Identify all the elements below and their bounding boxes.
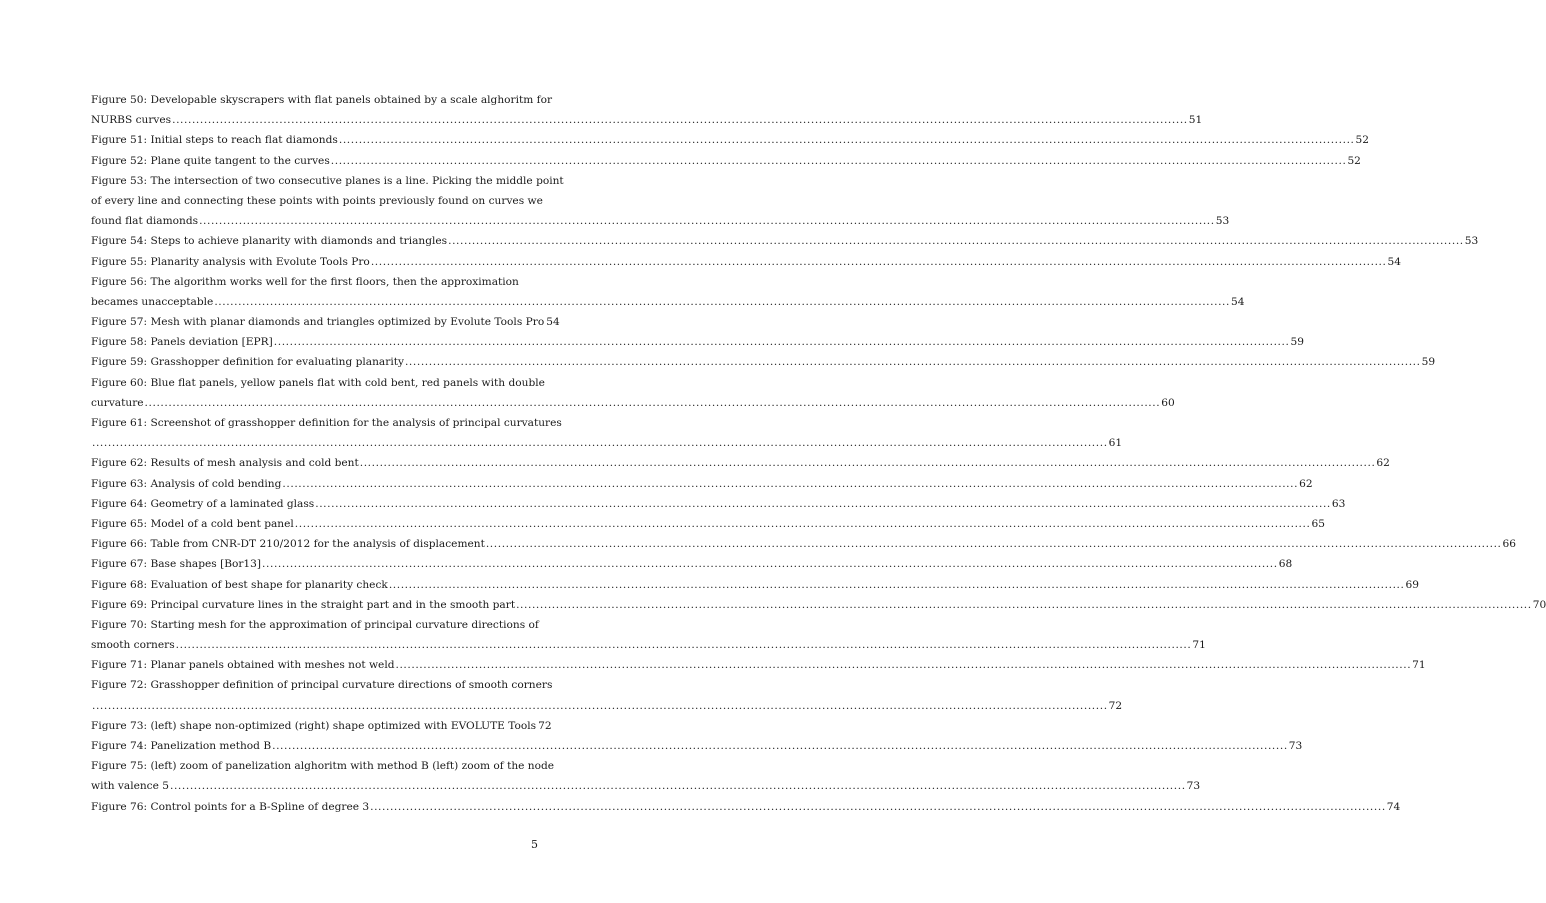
- toc-entry-text: Figure 70: Starting mesh for the approximation of principal curvature directions of: [91, 618, 539, 631]
- toc-entry: [91, 514, 1325, 534]
- toc-entry: [91, 252, 1401, 272]
- toc-entry-text: Figure 50: Developable skyscrapers with flat panels obtained by a scale alghoritm for: [91, 94, 553, 106]
- dot-leader: [486, 534, 1502, 554]
- toc-entry-text: Figure 69: Principal curvature lines in the straight part and in the smooth part: [91, 598, 516, 611]
- toc-entry: [91, 292, 1245, 312]
- toc-entry: [91, 231, 1479, 251]
- toc-entry-page: 65: [1311, 517, 1325, 530]
- dot-leader: [315, 494, 1331, 514]
- dot-leader: [448, 231, 1464, 251]
- toc-entry-page: 54: [546, 316, 560, 329]
- toc-entry: [91, 554, 1293, 574]
- toc-entry-text: Figure 65: Model of a cold bent panel: [91, 517, 294, 530]
- dot-leader: [274, 332, 1290, 352]
- toc-entry: [91, 696, 1123, 716]
- toc-entry-page: 59: [1290, 336, 1304, 349]
- toc-entry: [91, 352, 1436, 372]
- toc-entry-page: 68: [1278, 558, 1293, 571]
- toc-entry-text: becames unacceptable: [91, 295, 214, 308]
- toc-entry-text: Figure 61: Screenshot of grasshopper definition for the analysis of principal curvatures: [91, 417, 562, 429]
- dot-leader: [262, 554, 1278, 574]
- toc-entry-text: Figure 66: Table from CNR-DT 210/2012 for the analysis of displacement: [91, 538, 485, 551]
- dot-leader: [516, 595, 1532, 615]
- toc-entry: [91, 453, 1390, 473]
- dot-leader: [145, 393, 1161, 413]
- toc-entry-page: 72: [1108, 699, 1123, 712]
- page-number: 5: [531, 838, 538, 851]
- toc-entry: [91, 716, 552, 736]
- toc-entry-text: Figure 74: Panelization method B: [91, 740, 272, 752]
- toc-entry: [91, 575, 1419, 595]
- toc-entry-page: 71: [1192, 639, 1206, 652]
- toc-entry-text: Figure 51: Initial steps to reach flat diamonds: [91, 134, 338, 147]
- toc-entry-page: 60: [1161, 396, 1175, 409]
- toc-entry-text: NURBS curves: [91, 114, 172, 127]
- dot-leader: [214, 292, 1230, 312]
- toc-entry: [91, 433, 1123, 453]
- toc-entry-page: 53: [1464, 235, 1479, 248]
- toc-entry-page: 73: [1186, 780, 1201, 793]
- toc-entry-text: Figure 67: Base shapes [Bor13]: [91, 558, 262, 571]
- toc-entry: [91, 615, 545, 635]
- dot-leader: [389, 575, 1405, 595]
- toc-entry-text: Figure 56: The algorithm works well for the first floors, then the approximation: [91, 275, 519, 288]
- toc-entry: [91, 151, 1361, 171]
- toc-entry-page: 63: [1331, 497, 1346, 510]
- toc-entry-page: 62: [1376, 457, 1390, 470]
- toc-entry-text: Figure 64: Geometry of a laminated glass: [91, 497, 315, 510]
- toc-entry-text: Figure 55: Planarity analysis with Evolute Tools Pro: [91, 255, 370, 268]
- dot-leader: [339, 130, 1355, 150]
- dot-leader: [295, 514, 1311, 534]
- toc-entry: [91, 130, 1370, 150]
- toc-entry-text: Figure 72: Grasshopper definition of principal curvature directions of smooth corners: [91, 679, 553, 692]
- toc-entry-text: smooth corners: [91, 639, 175, 652]
- toc-entry-page: 66: [1502, 538, 1516, 551]
- toc-entry: [91, 191, 545, 211]
- toc-entry: [91, 756, 555, 776]
- toc-entry-page: 51: [1188, 114, 1203, 127]
- dot-leader: [331, 151, 1347, 171]
- toc-entry: [91, 332, 1304, 352]
- toc-entry: [91, 655, 1426, 675]
- toc-entry-text: with valence 5: [91, 780, 169, 793]
- toc-entry-text: Figure 75: (left) zoom of panelization alghoritm with method B (left) zoom of the node: [91, 760, 555, 773]
- dot-leader: [176, 635, 1192, 655]
- dot-leader: [360, 453, 1376, 473]
- toc-entry-page: 59: [1421, 356, 1436, 369]
- toc-entry-page: 52: [1355, 134, 1370, 147]
- dot-leader: [170, 776, 1186, 796]
- toc-entry-page: 73: [1288, 740, 1303, 752]
- dot-leader: [405, 352, 1421, 372]
- toc-entry-page: 54: [1387, 255, 1401, 268]
- toc-entry: [91, 494, 1346, 514]
- toc-entry-text: Figure 62: Results of mesh analysis and cold bent: [91, 457, 359, 470]
- dot-leader: [370, 797, 1386, 817]
- toc-entry: [91, 272, 545, 292]
- toc-entry-text: found flat diamonds: [91, 215, 199, 228]
- toc-entry: [91, 211, 1230, 231]
- toc-entry-text: Figure 59: Grasshopper definition for evaluating planarity: [91, 356, 404, 369]
- dot-leader: [199, 211, 1215, 231]
- toc-entry-text: Figure 57: Mesh with planar diamonds and triangles optimized by Evolute Tools Pro: [91, 316, 545, 329]
- toc-entry-text: of every line and connecting these points with points previously found on curves we: [91, 194, 543, 207]
- toc-entry: [91, 90, 553, 110]
- dot-leader: [92, 696, 1108, 716]
- toc-entry-text: Figure 71: Planar panels obtained with meshes not weld: [91, 659, 395, 672]
- toc-entry-text: Figure 73: (left) shape non-optimized (right) shape optimized with EVOLUTE Tools: [91, 719, 537, 732]
- dot-leader: [396, 655, 1412, 675]
- dot-leader: [282, 474, 1298, 494]
- toc-entry-text: Figure 53: The intersection of two consecutive planes is a line. Picking the middle point: [91, 174, 564, 187]
- dot-leader: [172, 110, 1188, 130]
- toc-entry-text: Figure 54: Steps to achieve planarity with diamonds and triangles: [91, 235, 448, 248]
- toc-entry: [91, 595, 1546, 615]
- toc-entry: [91, 474, 1313, 494]
- toc-entry-page: 70: [1532, 598, 1546, 611]
- toc-entry: [91, 736, 1303, 756]
- toc-entry: [91, 675, 553, 695]
- toc-entry: [91, 776, 1201, 796]
- toc-entry: [91, 635, 1206, 655]
- toc-entry-page: 74: [1386, 800, 1401, 813]
- toc-entry: [91, 413, 562, 433]
- toc-entry: [91, 171, 564, 191]
- toc-entry: [91, 312, 560, 332]
- toc-entry: [91, 534, 1516, 554]
- toc-entry-text: Figure 76: Control points for a B-Spline of degree 3: [91, 800, 370, 813]
- toc-entry-text: curvature: [91, 396, 144, 409]
- toc-entry-text: Figure 60: Blue flat panels, yellow panels flat with cold bent, red panels with double: [91, 376, 545, 389]
- toc-entry: [91, 797, 1401, 817]
- toc-entry-page: 53: [1215, 215, 1230, 228]
- toc-entry-text: Figure 58: Panels deviation [EPR]: [91, 336, 273, 349]
- toc-entry-page: 71: [1412, 659, 1426, 672]
- dot-leader: [371, 252, 1387, 272]
- toc-entry: [91, 110, 1203, 130]
- toc-entry-page: 52: [1347, 154, 1361, 167]
- toc-entry-page: 72: [538, 719, 552, 732]
- toc-entry-page: 54: [1230, 295, 1245, 308]
- toc-entry-text: Figure 52: Plane quite tangent to the curves: [91, 154, 330, 167]
- toc-entry-page: 69: [1405, 578, 1419, 591]
- toc-entry-text: Figure 68: Evaluation of best shape for planarity check: [91, 578, 388, 591]
- toc-entry-page: 62: [1299, 477, 1313, 490]
- toc-entry-page: 61: [1108, 437, 1123, 450]
- dot-leader: [272, 736, 1288, 756]
- toc-entry: [91, 393, 1175, 413]
- list-of-figures: [91, 90, 1546, 817]
- toc-entry-text: Figure 63: Analysis of cold bending: [91, 477, 282, 490]
- toc-entry: [91, 373, 545, 393]
- dot-leader: [92, 433, 1108, 453]
